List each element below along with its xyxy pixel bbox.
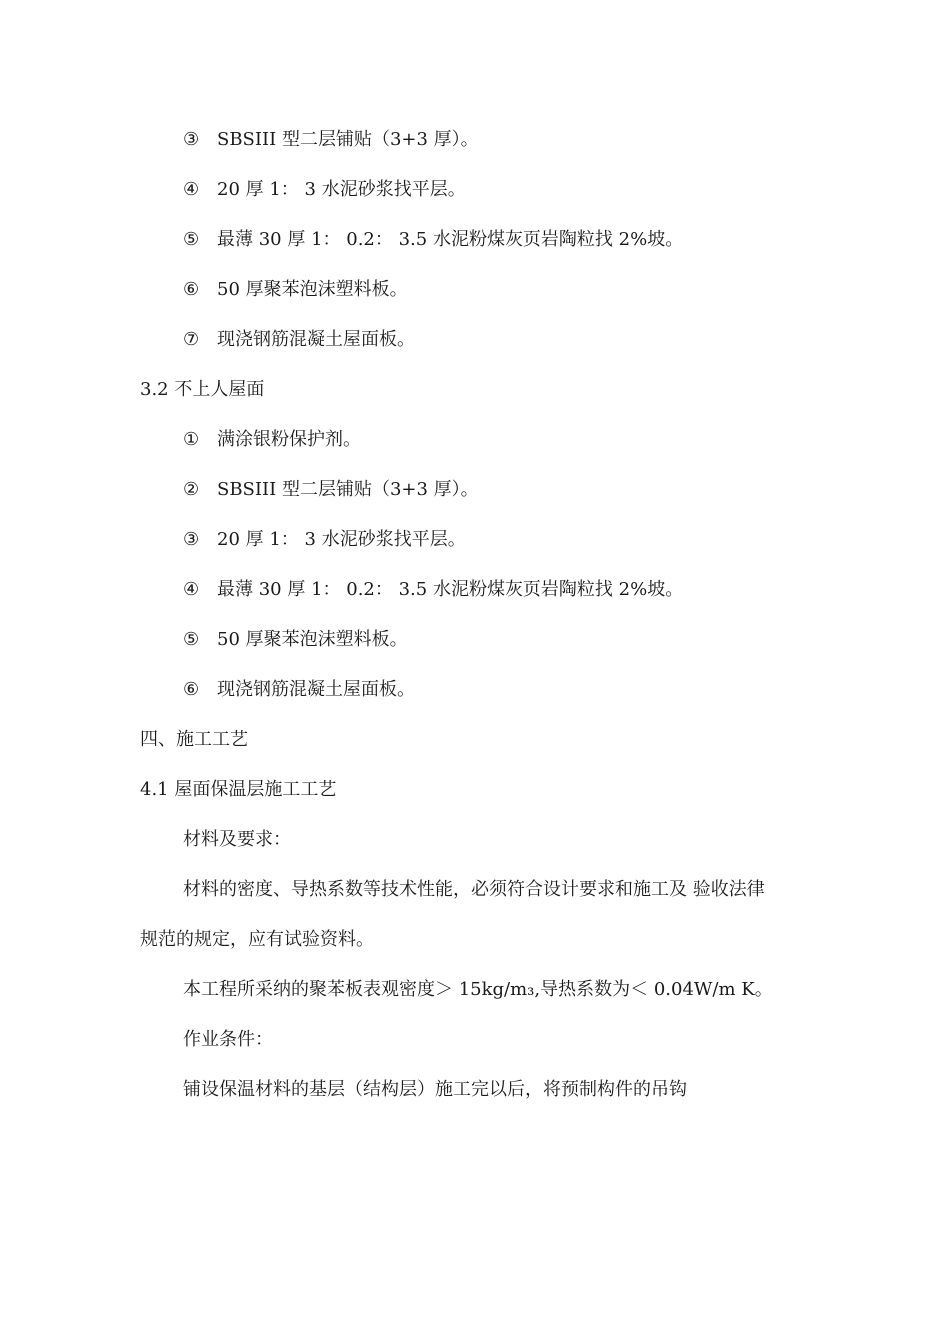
list-item bbox=[183, 628, 408, 652]
item-text: 最薄 30 厚 1： 0.2： 3.5 水泥粉煤灰页岩陶粒找 2%坡。 bbox=[217, 579, 684, 600]
item-number: ② bbox=[183, 479, 200, 500]
item-number: ⑥ bbox=[183, 279, 200, 300]
item-text: 现浇钢筋混凝土屋面板。 bbox=[217, 679, 415, 700]
list-item bbox=[183, 678, 415, 702]
item-text: 20 厚 1： 3 水泥砂浆找平层。 bbox=[217, 529, 466, 550]
list-item bbox=[183, 278, 408, 302]
list-item bbox=[183, 128, 479, 152]
item-number: ⑤ bbox=[183, 229, 200, 250]
item-text: SBSIII 型二层铺贴（3+3 厚）。 bbox=[217, 129, 479, 150]
item-text: 现浇钢筋混凝土屋面板。 bbox=[217, 329, 415, 350]
list-item bbox=[183, 428, 361, 452]
list-item bbox=[183, 178, 466, 202]
item-text: 50 厚聚苯泡沫塑料板。 bbox=[217, 279, 408, 300]
item-number: ③ bbox=[183, 129, 200, 150]
materials-heading: 材料及要求： bbox=[183, 829, 291, 850]
item-number: ⑥ bbox=[183, 679, 200, 700]
item-text: 最薄 30 厚 1： 0.2： 3.5 水泥粉煤灰页岩陶粒找 2%坡。 bbox=[217, 229, 684, 250]
item-text: 50 厚聚苯泡沫塑料板。 bbox=[217, 629, 408, 650]
list-item bbox=[183, 328, 415, 352]
list-item bbox=[183, 228, 683, 252]
item-number: ① bbox=[183, 429, 200, 450]
section-heading-4: 四、施工工艺 bbox=[140, 729, 248, 750]
item-text: 满涂银粉保护剂。 bbox=[217, 429, 361, 450]
item-number: ③ bbox=[183, 529, 200, 550]
section-heading-4-1: 4.1 屋面保温层施工工艺 bbox=[140, 779, 337, 800]
list-item bbox=[183, 478, 479, 502]
list-item bbox=[183, 528, 466, 552]
conditions-paragraph: 铺设保温材料的基层（结构层）施工完以后，将预制构件的吊钩 bbox=[183, 1079, 687, 1100]
item-text: SBSIII 型二层铺贴（3+3 厚）。 bbox=[217, 479, 479, 500]
item-number: ⑤ bbox=[183, 629, 200, 650]
materials-paragraph: 材料的密度、导热系数等技术性能，必须符合设计要求和施工及 验收法律 bbox=[183, 879, 765, 900]
list-item bbox=[183, 578, 683, 602]
density-paragraph: 本工程所采纳的聚苯板表观密度＞ 15kg/m₃,导热系数为＜ 0.04W/m K。 bbox=[183, 979, 773, 1000]
conditions-heading: 作业条件： bbox=[183, 1029, 273, 1050]
item-number: ④ bbox=[183, 179, 200, 200]
item-text: 20 厚 1： 3 水泥砂浆找平层。 bbox=[217, 179, 466, 200]
materials-paragraph-continued: 规范的规定，应有试验资料。 bbox=[140, 929, 374, 950]
item-number: ⑦ bbox=[183, 329, 200, 350]
section-heading-3-2: 3.2 不上人屋面 bbox=[140, 379, 265, 400]
item-number: ④ bbox=[183, 579, 200, 600]
